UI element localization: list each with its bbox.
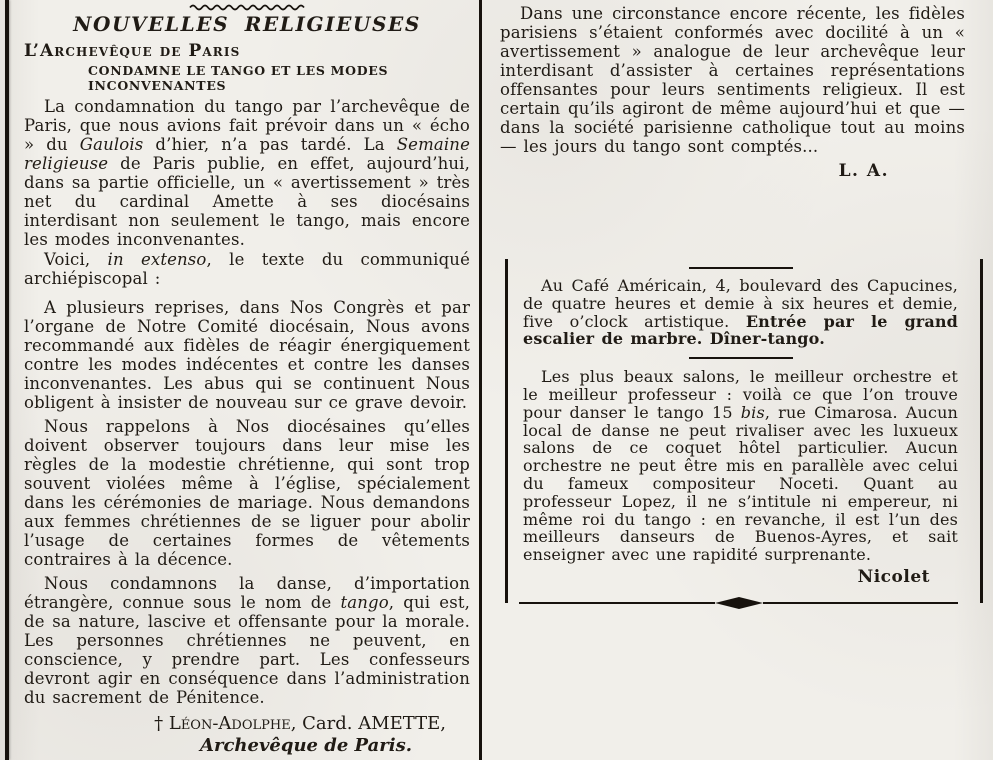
communique-paragraph: Nous rappelons à Nos diocésaines qu’elles doivent observer toujours dans leur mise les règles de la modestie chrétienne, qui sont trop souvent violées même à l’église, spécialement dans les cérémonies de mariage. Nous demandons aux femmes chrétiennes de se liguer pour abolir l’usage de certaines formes de vêtements contraires à la décence.	[24, 417, 470, 569]
diamond-icon	[715, 596, 763, 610]
article-paragraph: Dans une circonstance encore récente, les fidèles parisiens s’étaient conformés avec docilité à un « avertissement » analogue de leur archevêque leur interdisant d’assister à certaines représentations offensantes pour leurs sentiments religieux. Il est certain qu’ils agiront de même aujourd’hui et que — dans la société parisienne catholique tout au moins — les jours du tango sont comptés...	[500, 4, 965, 156]
section-header	[24, 0, 470, 36]
page-left-border-rule	[5, 0, 9, 760]
rule-segment	[519, 602, 715, 604]
rule-segment	[763, 602, 959, 604]
headline-line1: L’Archevêque de Paris	[24, 41, 241, 61]
left-column	[24, 0, 470, 756]
wavy-rule-ornament	[189, 2, 305, 11]
signature-title: Archevêque de Paris.	[200, 735, 412, 756]
article-paragraph: La condamnation du tango par l’archevêque de Paris, que nous avions fait prévoir dans un « écho » du Gaulois d’hier, n’a pas tardé. La Semaine religieuse de Paris publie, en effet, aujourd’hui, dans sa partie officielle, un « avertissement » très net du cardinal Amette à ses diocésains interdisant non seulement le tango, mais encore les modes inconvenantes.	[24, 97, 470, 249]
ad-paragraph: Les plus beaux salons, le meilleur orchestre et le meilleur professeur : voilà ce que l’on trouve pour danser le tango 15 bis, rue Cimarosa. Aucun local de danse ne peut rivaliser avec les luxueux salons de ce coquet hôtel particulier. Aucun orchestre ne peut être mis en parallèle avec celui du fameux compositeur Noceti. Quant au professeur Lopez, il ne s’intitule ni empereur, ni même roi du tango : en revanche, il est l’un des meilleurs danseurs de Buenos-Ayres, et sait enseigner avec une rapidité surprenante.	[523, 367, 958, 565]
signature-name: † Léon-Adolphe, Card. AMETTE,	[154, 713, 446, 734]
diamond-rule-ornament	[519, 596, 958, 610]
ad-paragraph: Au Café Américain, 4, boulevard des Capucines, de quatre heures et demie à six heures et demie, five o’clock artistique. Entrée par le grand escalier de marbre. Dîner-tango.	[523, 276, 958, 349]
section-title: NOUVELLES RELIGIEUSES	[73, 12, 421, 36]
article-paragraph: Voici, in extenso, le texte du communiqué archiépiscopal :	[24, 250, 470, 288]
communique-block	[24, 298, 470, 756]
right-column	[500, 0, 965, 181]
short-rule-top	[689, 267, 793, 269]
communique-paragraph: A plusieurs reprises, dans Nos Congrès et par l’organe de Notre Comité diocésain, Nous avons recommandé aux fidèles de réagir énergiquement contre les modes indécentes et contre les danses inconvenantes. Les abus qui se continuent Nous obligent à insister de nouveau sur ce grave devoir.	[24, 298, 470, 412]
ad-byline: Nicolet	[857, 566, 930, 587]
communique-paragraph: Nous condamnons la danse, d’importation étrangère, connue sous le nom de tango, qui est, de sa nature, lascive et offensante pour la morale. Les personnes chrétiennes ne peuvent, en conscience, y prendre part. Les confesseurs devront agir en conséquence dans l’administration du sacrement de Pénitence.	[24, 574, 470, 707]
author-initials: L. A.	[838, 161, 889, 181]
short-rule-middle	[689, 357, 793, 359]
column-divider-rule	[479, 0, 482, 760]
headline-line2: CONDAMNE LE TANGO ET LES MODES INCONVENANTES	[88, 63, 389, 93]
advertisement-box	[505, 259, 983, 603]
